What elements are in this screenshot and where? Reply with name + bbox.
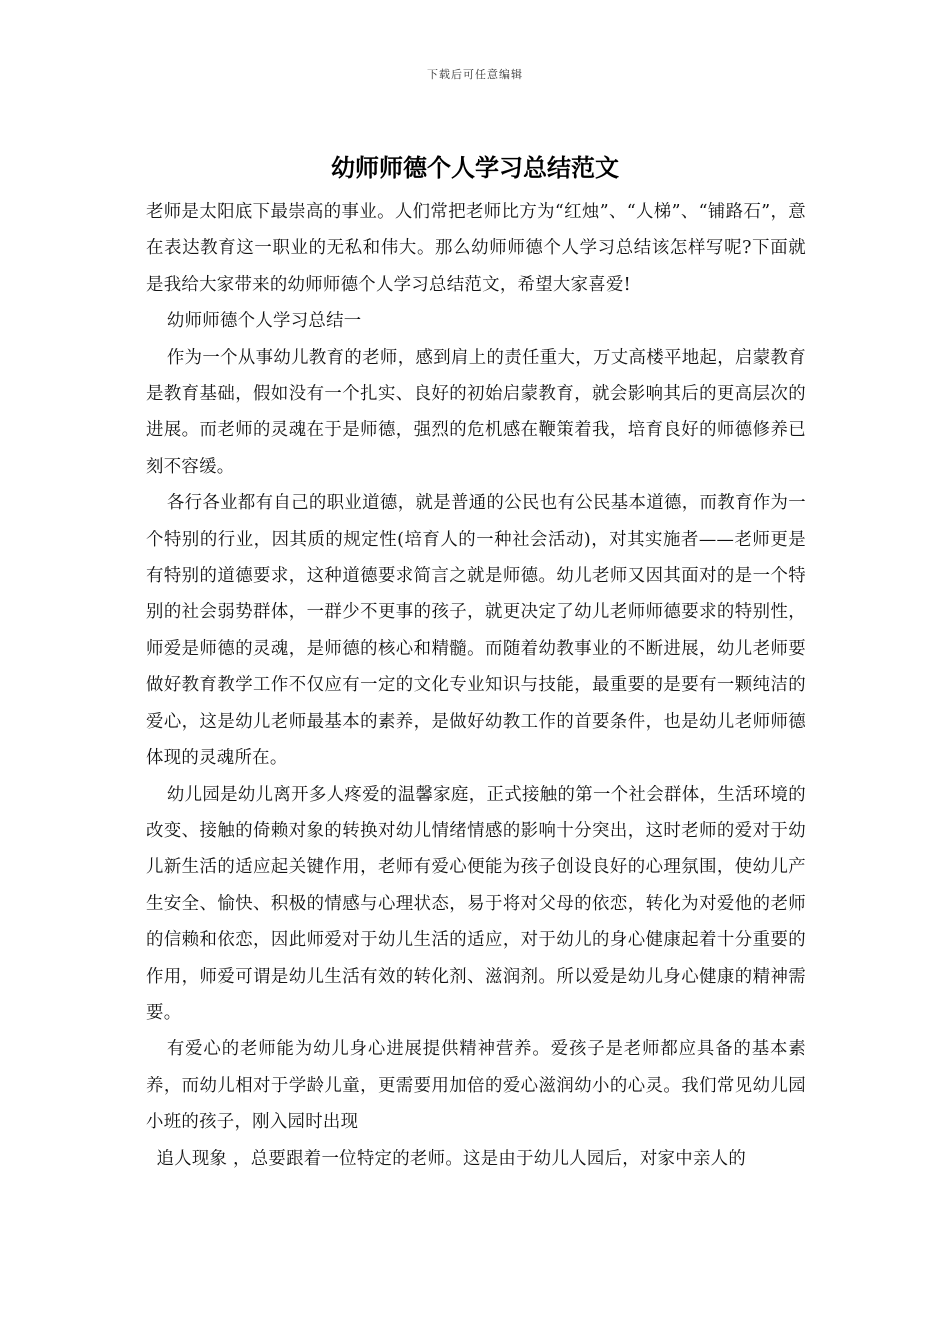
document-title: 幼师师德个人学习总结范文 bbox=[331, 153, 619, 182]
header-note: 下载后可任意编辑 bbox=[427, 68, 523, 81]
body-paragraph: 幼儿园是幼儿离开多人疼爱的温馨家庭，正式接触的第一个社会群体，生活环境的改变、接触的倚赖对象的转换对幼儿情绪情感的影响十分突出，这时老师的爱对于幼儿新生活的适应起关键作用，老师有爱心便能为孩子创设良好的心理氛围，使幼儿产生安全、愉快、积极的情感与心理状态，易于将对父母的依恋，转化为对爱他的老师的信赖和依恋，因此师爱对于幼儿生活的适应，对于幼儿的身心健康起着十分重要的作用，师爱可谓是幼儿生活有效的转化剂、滋润剂。所以爱是幼儿身心健康的精神需要。 bbox=[146, 784, 806, 1023]
body-paragraph: 作为一个从事幼儿教育的老师，感到肩上的责任重大，万丈高楼平地起，启蒙教育是教育基础，假如没有一个扎实、良好的初始启蒙教育，就会影响其后的更高层次的进展。而老师的灵魂在于是师德，强烈的危机感在鞭策着我，培育良好的师德修养已刻不容缓。 bbox=[146, 347, 806, 477]
document-body bbox=[146, 194, 806, 1177]
body-paragraph: 有爱心的老师能为幼儿身心进展提供精神营养。爱孩子是老师都应具备的基本素养，而幼儿相对于学龄儿童，更需要用加倍的爱心滋润幼小的心灵。我们常见幼儿园小班的孩子，刚入园时出现 bbox=[146, 1039, 806, 1133]
intro-paragraph: 老师是太阳底下最崇高的事业。人们常把老师比方为“红烛”、“人梯”、“铺路石”，意在表达教育这一职业的无私和伟大。那么幼师师德个人学习总结该怎样写呢?下面就是我给大家带来的幼师师德个人学习总结范文，希望大家喜爱! bbox=[146, 202, 806, 295]
section-heading: 幼师师德个人学习总结一 bbox=[166, 311, 362, 332]
body-paragraph: 各行各业都有自己的职业道德，就是普通的公民也有公民基本道德，而教育作为一个特别的行业，因其质的规定性(培育人的一种社会活动)，对其实施者——老师更是有特别的道德要求，这种道德要求简言之就是师德。幼儿老师又因其面对的是一个特别的社会弱势群体，一群少不更事的孩子，就更决定了幼儿老师师德要求的特别性，师爱是师德的灵魂，是师德的核心和精髓。而随着幼教事业的不断进展，幼儿老师要做好教育教学工作不仅应有一定的文化专业知识与技能，最重要的是要有一颗纯洁的爱心，这是幼儿老师最基本的素养，是做好幼教工作的首要条件，也是幼儿老师师德体现的灵魂所在。 bbox=[146, 493, 806, 769]
body-paragraph: 追人现象 ，总要跟着一位特定的老师。这是由于幼儿人园后，对家中亲人的 bbox=[156, 1148, 747, 1169]
